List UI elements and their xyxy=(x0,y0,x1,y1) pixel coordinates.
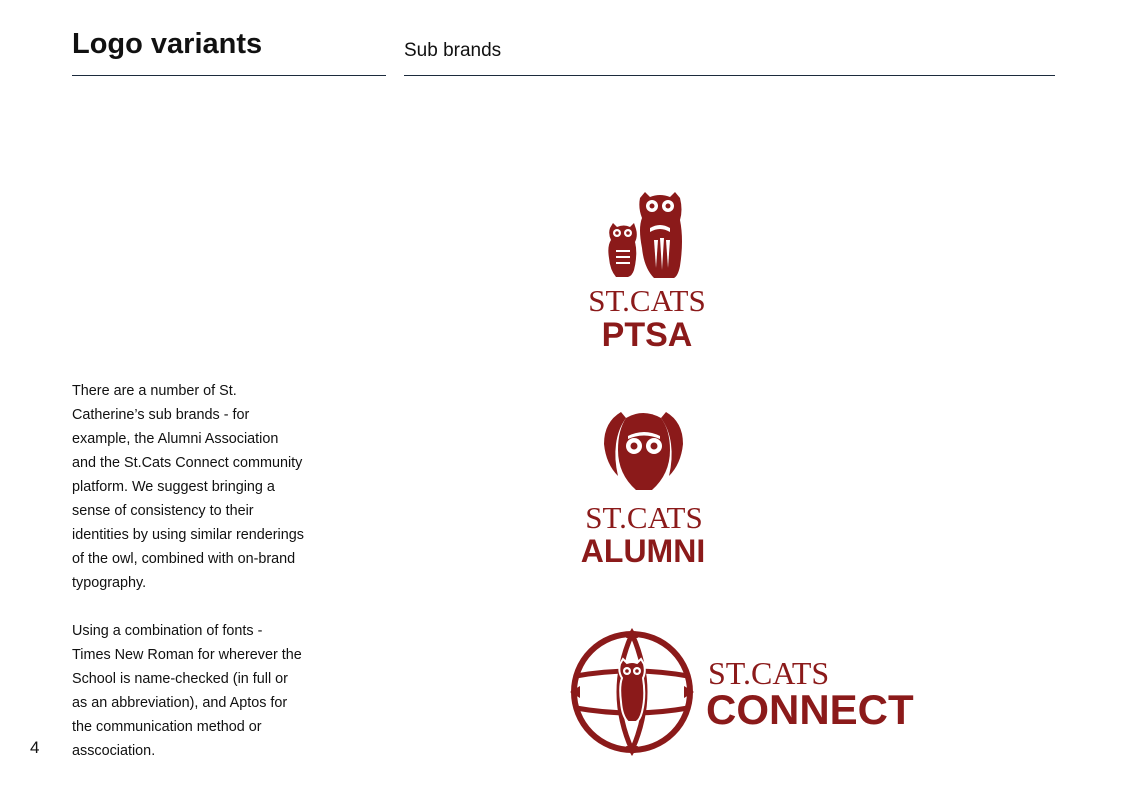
winged-owl-icon xyxy=(566,404,721,569)
alumni-sub-line: ALUMNI xyxy=(580,533,706,569)
two-owls-icon xyxy=(570,188,725,353)
connect-logo-graphic xyxy=(566,626,946,758)
connect-sub-line: CONNECT xyxy=(706,686,914,733)
section-title: Sub brands xyxy=(404,40,502,61)
alumni-logo xyxy=(566,404,721,569)
connect-name-line: ST.CATS xyxy=(708,655,830,691)
ptsa-name-line: ST.CATS xyxy=(588,283,706,318)
alumni-name-line: ST.CATS xyxy=(585,500,703,535)
ptsa-logo xyxy=(570,188,725,353)
page-number: 4 xyxy=(30,738,40,757)
title-divider xyxy=(72,75,386,76)
connect-logo xyxy=(566,626,946,758)
page-title: Logo variants xyxy=(72,28,263,60)
ptsa-sub-line: PTSA xyxy=(601,316,693,353)
section-divider xyxy=(404,75,1055,76)
owl-globe-icon xyxy=(570,628,694,756)
intro-paragraph: There are a number of St. Catherine’s sub brands - for example, the Alumni Association and the St.Cats Connect community platform. We suggest bringing a sense of consistency to their identities by using similar renderings of the owl, combined with on-brand typography. xyxy=(72,383,304,591)
fonts-paragraph: Using a combination of fonts - Times New Roman for wherever the School is name-checked (in full or as an abbreviation), and Aptos for the communication method or asscociation. xyxy=(72,623,302,759)
